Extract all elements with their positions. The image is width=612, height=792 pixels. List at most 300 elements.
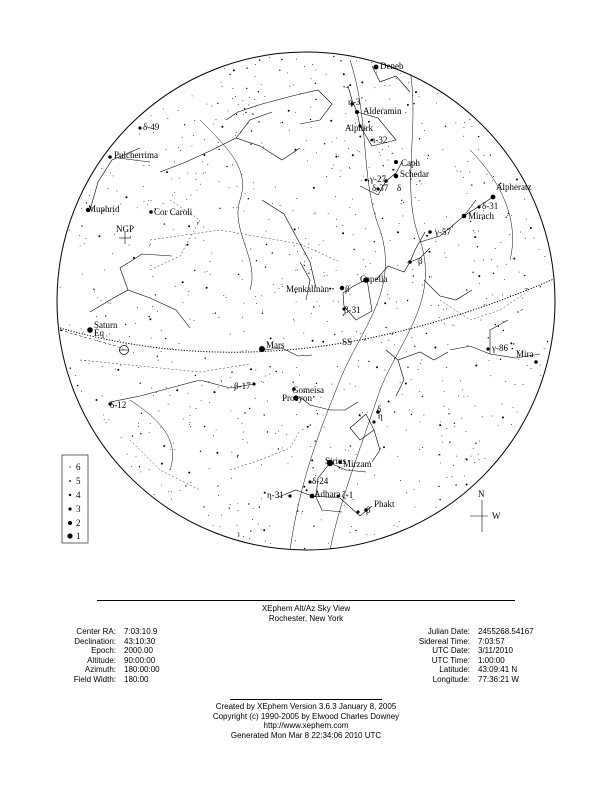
faint-star: [288, 463, 289, 464]
faint-star: [242, 100, 243, 101]
faint-star: [406, 430, 407, 431]
faint-star: [218, 485, 219, 486]
faint-star: [255, 64, 256, 65]
faint-star: [168, 404, 169, 405]
faint-star: [89, 195, 90, 196]
faint-star: [112, 253, 113, 254]
faint-star: [226, 166, 227, 167]
faint-star: [256, 303, 257, 304]
legend-mag-1: 1: [76, 531, 81, 541]
faint-star: [310, 107, 311, 108]
faint-star: [296, 414, 297, 415]
faint-star: [221, 381, 222, 382]
faint-star: [317, 301, 318, 302]
faint-star: [249, 97, 250, 98]
faint-star: [207, 271, 208, 272]
faint-star: [465, 458, 466, 459]
faint-star: [191, 145, 192, 146]
faint-star: [458, 245, 459, 246]
faint-star: [353, 234, 354, 235]
faint-star: [233, 207, 234, 208]
label-sirius: Sirius: [325, 456, 347, 466]
credit-version: Created by XEphem Version 3.6.3 January 8, 2005: [215, 702, 397, 711]
faint-star: [175, 286, 176, 287]
faint-star: [129, 336, 130, 337]
faint-star: [511, 215, 512, 216]
faint-star: [313, 526, 314, 527]
faint-star: [467, 193, 468, 194]
faint-star: [331, 384, 332, 385]
faint-star: [439, 424, 441, 426]
info-label: Epoch:: [91, 646, 116, 656]
legend-mag-6: 6: [76, 462, 81, 472]
faint-star: [196, 179, 197, 180]
faint-star: [244, 331, 245, 332]
faint-star: [446, 367, 447, 368]
faint-star: [231, 386, 232, 387]
info-row: [402, 675, 534, 685]
faint-star: [129, 245, 130, 246]
compass-rose: [470, 489, 501, 532]
faint-star: [388, 340, 389, 341]
faint-star: [483, 260, 484, 261]
faint-star: [400, 382, 401, 383]
faint-star: [456, 456, 457, 457]
title-block: [0, 604, 612, 623]
faint-star: [304, 254, 305, 255]
star-beta-per: [408, 260, 412, 264]
faint-star: [255, 76, 256, 77]
faint-star: [248, 503, 249, 504]
info-row: [402, 646, 534, 656]
faint-star: [326, 74, 327, 75]
faint-star: [263, 529, 265, 531]
faint-star: [209, 381, 210, 382]
faint-star: [444, 406, 445, 407]
faint-star: [190, 406, 191, 407]
faint-star: [426, 333, 427, 334]
faint-star: [365, 336, 366, 337]
faint-star: [190, 415, 191, 416]
faint-star: [79, 235, 80, 236]
label-menkalinan: Menkalinan: [286, 284, 329, 294]
faint-star: [448, 409, 449, 410]
faint-star: [504, 279, 505, 280]
faint-star: [304, 265, 305, 266]
faint-star: [348, 148, 349, 149]
faint-star: [493, 273, 494, 274]
faint-star: [242, 351, 243, 352]
faint-star: [147, 204, 148, 205]
faint-star: [182, 281, 184, 283]
compass-north-label: N: [478, 489, 485, 499]
label-beta-17: β-17: [234, 381, 251, 391]
faint-star: [251, 130, 252, 131]
faint-star: [127, 454, 128, 455]
faint-star: [381, 342, 382, 343]
faint-star: [261, 84, 262, 85]
faint-star: [121, 437, 122, 438]
faint-star: [172, 362, 173, 363]
star-gamma-27: [365, 179, 368, 182]
faint-star: [435, 241, 436, 242]
faint-star: [371, 62, 372, 63]
faint-star: [133, 352, 134, 353]
faint-star: [282, 122, 283, 123]
faint-star: [261, 143, 262, 144]
faint-star: [475, 406, 476, 407]
faint-star: [356, 454, 357, 455]
faint-star: [246, 68, 247, 69]
faint-star: [218, 142, 219, 143]
faint-star: [453, 465, 454, 466]
faint-star: [143, 165, 144, 166]
faint-star: [419, 180, 420, 181]
faint-star: [463, 136, 464, 137]
faint-star: [303, 149, 304, 150]
faint-star: [262, 311, 263, 312]
faint-star: [447, 477, 448, 478]
faint-star: [70, 368, 71, 369]
label-adhara: Adhara: [314, 489, 341, 499]
faint-star: [353, 249, 354, 250]
faint-star: [161, 485, 162, 486]
label-deneb: Deneb: [380, 61, 404, 71]
faint-star: [314, 213, 315, 214]
faint-star: [364, 339, 365, 340]
star-gamma-and: [428, 230, 432, 234]
faint-star: [340, 176, 341, 177]
faint-star: [507, 215, 508, 216]
faint-star: [81, 328, 82, 329]
faint-star: [519, 272, 520, 273]
star-delta-31: [477, 205, 480, 208]
faint-star: [218, 495, 219, 496]
faint-star: [413, 103, 414, 104]
chart-title: XEphem Alt/Az Sky View: [261, 604, 351, 613]
faint-star: [282, 284, 283, 285]
credit-url: http://www.xephem.com: [263, 721, 349, 730]
faint-star: [531, 368, 532, 369]
faint-star: [161, 330, 162, 331]
faint-star: [407, 262, 408, 263]
faint-star: [166, 149, 167, 150]
faint-star: [361, 97, 362, 98]
label-eta-31: η-31: [267, 490, 284, 500]
faint-star: [236, 186, 237, 187]
faint-star: [235, 135, 236, 136]
faint-star: [522, 309, 523, 310]
faint-star: [75, 375, 76, 376]
faint-star: [401, 203, 402, 204]
magnitude-legend: [62, 455, 88, 543]
faint-star: [172, 348, 173, 349]
faint-star: [420, 363, 421, 364]
background-stars: [60, 56, 549, 549]
label-delta-49: δ-49: [143, 122, 160, 132]
faint-star: [397, 308, 398, 309]
faint-star: [105, 343, 106, 344]
faint-star: [211, 106, 212, 107]
faint-star: [427, 158, 428, 159]
faint-star: [348, 450, 349, 451]
faint-star: [310, 269, 311, 270]
faint-star: [236, 114, 237, 115]
label-mirzam: Mirzam: [343, 459, 372, 469]
faint-star: [439, 454, 440, 455]
faint-star: [446, 428, 447, 429]
faint-star: [471, 184, 472, 185]
label-capella: Capella: [360, 274, 388, 284]
faint-star: [138, 367, 139, 368]
faint-star: [500, 359, 501, 360]
info-row: [402, 637, 534, 647]
faint-star: [434, 347, 436, 349]
faint-star: [120, 365, 121, 366]
faint-star: [179, 178, 180, 179]
faint-star: [264, 492, 266, 494]
faint-star: [231, 452, 232, 453]
faint-star: [141, 413, 142, 414]
faint-star: [349, 383, 350, 384]
faint-star: [203, 226, 204, 227]
faint-star: [238, 532, 239, 533]
faint-star: [302, 511, 303, 512]
faint-star: [274, 292, 275, 293]
faint-star: [315, 83, 316, 84]
faint-star: [411, 337, 412, 338]
faint-star: [397, 265, 398, 266]
faint-star: [195, 173, 196, 174]
faint-star: [457, 171, 458, 172]
faint-star: [223, 295, 224, 296]
faint-star: [153, 132, 154, 133]
planet-saturn: [87, 327, 93, 333]
faint-star: [258, 91, 259, 92]
faint-star: [237, 456, 238, 457]
info-value: 1:00:00: [478, 655, 505, 665]
faint-star: [176, 389, 178, 391]
faint-star: [478, 454, 479, 455]
faint-star: [126, 344, 127, 345]
faint-star: [197, 190, 198, 191]
faint-star: [263, 147, 264, 148]
faint-star: [506, 264, 507, 265]
faint-star: [524, 199, 525, 200]
faint-star: [221, 515, 222, 516]
faint-star: [336, 226, 337, 227]
faint-star: [215, 313, 216, 314]
faint-star: [306, 489, 308, 491]
faint-star: [452, 324, 453, 325]
faint-star: [461, 418, 462, 419]
faint-star: [242, 279, 243, 280]
faint-star: [250, 249, 251, 250]
faint-star: [374, 87, 375, 88]
faint-star: [238, 535, 239, 536]
faint-star: [256, 260, 257, 261]
faint-star: [178, 147, 179, 148]
faint-star: [421, 360, 422, 361]
info-label: Altitude:: [87, 655, 116, 665]
equinox-marker: [119, 346, 129, 355]
faint-star: [321, 519, 322, 520]
faint-star: [438, 486, 439, 487]
star-eta-31: [288, 494, 291, 497]
faint-star: [332, 288, 333, 289]
info-value: 3/11/2010: [478, 646, 513, 656]
faint-star: [242, 174, 243, 175]
faint-star: [180, 150, 181, 151]
faint-star: [337, 366, 338, 367]
star-beta-17: [252, 382, 255, 385]
faint-star: [269, 57, 270, 58]
location-name: Rochester, New York: [268, 613, 344, 623]
info-label: Center RA:: [76, 627, 116, 636]
faint-star: [439, 317, 440, 318]
faint-star: [262, 313, 263, 314]
faint-star: [143, 186, 144, 187]
faint-star: [389, 85, 390, 86]
faint-star: [282, 286, 283, 287]
faint-star: [350, 532, 351, 533]
faint-star: [154, 494, 155, 495]
faint-star: [383, 165, 384, 166]
faint-star: [216, 119, 217, 120]
faint-star: [402, 148, 403, 149]
faint-star: [340, 60, 341, 61]
faint-star: [209, 402, 210, 403]
faint-star: [217, 486, 218, 487]
faint-star: [195, 375, 196, 376]
planet-mars: [259, 346, 265, 352]
faint-star: [98, 235, 100, 237]
faint-star: [102, 396, 103, 397]
faint-star: [392, 169, 394, 171]
faint-star: [137, 307, 138, 308]
faint-star: [292, 456, 293, 457]
faint-star: [216, 452, 218, 454]
faint-star: [445, 126, 446, 127]
faint-star: [379, 152, 380, 153]
faint-star: [336, 270, 337, 271]
info-value: 7:03:10.9: [124, 627, 158, 636]
faint-star: [248, 124, 249, 125]
faint-star: [266, 244, 267, 245]
faint-star: [369, 167, 370, 168]
label-delta: δ: [397, 183, 402, 193]
faint-star: [317, 413, 318, 414]
faint-star: [479, 441, 480, 442]
faint-star: [421, 183, 422, 184]
faint-star: [326, 348, 327, 349]
faint-star: [407, 300, 408, 301]
info-row: [60, 665, 160, 675]
faint-star: [157, 311, 158, 312]
faint-star: [422, 285, 423, 286]
faint-star: [388, 160, 389, 161]
faint-star: [247, 442, 248, 443]
faint-star: [189, 422, 190, 423]
faint-star: [422, 447, 423, 448]
faint-star: [362, 412, 363, 413]
faint-star: [389, 298, 390, 299]
faint-star: [402, 216, 403, 217]
label-mira: Mira: [516, 349, 534, 359]
info-row: [60, 627, 160, 637]
faint-star: [324, 427, 325, 428]
faint-star: [278, 431, 279, 432]
faint-star: [108, 302, 109, 303]
faint-star: [265, 541, 266, 542]
faint-star: [333, 301, 334, 302]
faint-star: [357, 484, 358, 485]
faint-star: [304, 261, 305, 262]
faint-star: [414, 346, 415, 347]
faint-star: [525, 288, 526, 289]
faint-star: [238, 510, 239, 511]
faint-star: [104, 419, 105, 420]
faint-star: [463, 127, 464, 128]
faint-star: [415, 197, 416, 198]
faint-star: [269, 374, 270, 375]
info-row: [402, 665, 534, 675]
info-row: [60, 675, 160, 685]
faint-star: [230, 334, 231, 335]
faint-star: [452, 227, 453, 228]
faint-star: [238, 274, 239, 275]
faint-star: [224, 68, 225, 69]
faint-star: [139, 134, 140, 135]
faint-star: [480, 320, 481, 321]
info-label: UTC Time:: [431, 655, 470, 665]
label-alphirk: Alphirk: [345, 123, 373, 133]
faint-star: [253, 188, 254, 189]
info-value: 180:00: [124, 674, 149, 684]
label-zeta-1: ζ-1: [342, 490, 354, 500]
faint-star: [254, 99, 255, 100]
faint-star: [478, 149, 479, 150]
faint-star: [365, 100, 366, 101]
equator-line: [60, 330, 124, 350]
faint-star: [213, 313, 214, 314]
constellation-boundaries: [80, 200, 530, 490]
faint-star: [330, 120, 332, 122]
faint-star: [150, 115, 151, 116]
faint-star: [229, 187, 230, 188]
faint-star: [342, 225, 343, 226]
faint-star: [304, 66, 305, 67]
faint-star: [106, 336, 107, 337]
faint-star: [244, 303, 245, 304]
label-delta-12: δ-12: [110, 400, 127, 410]
info-label: UTC Date:: [432, 646, 470, 656]
faint-star: [280, 123, 281, 124]
faint-star: [237, 207, 238, 208]
faint-star: [438, 455, 439, 456]
faint-star: [478, 231, 479, 232]
faint-star: [389, 99, 390, 100]
faint-star: [103, 414, 104, 415]
faint-star: [403, 202, 404, 203]
faint-star: [102, 366, 103, 367]
faint-star: [440, 462, 441, 463]
faint-star: [307, 426, 309, 428]
faint-star: [144, 201, 145, 202]
faint-star: [419, 449, 420, 450]
faint-star: [352, 154, 354, 156]
faint-star: [313, 306, 314, 307]
